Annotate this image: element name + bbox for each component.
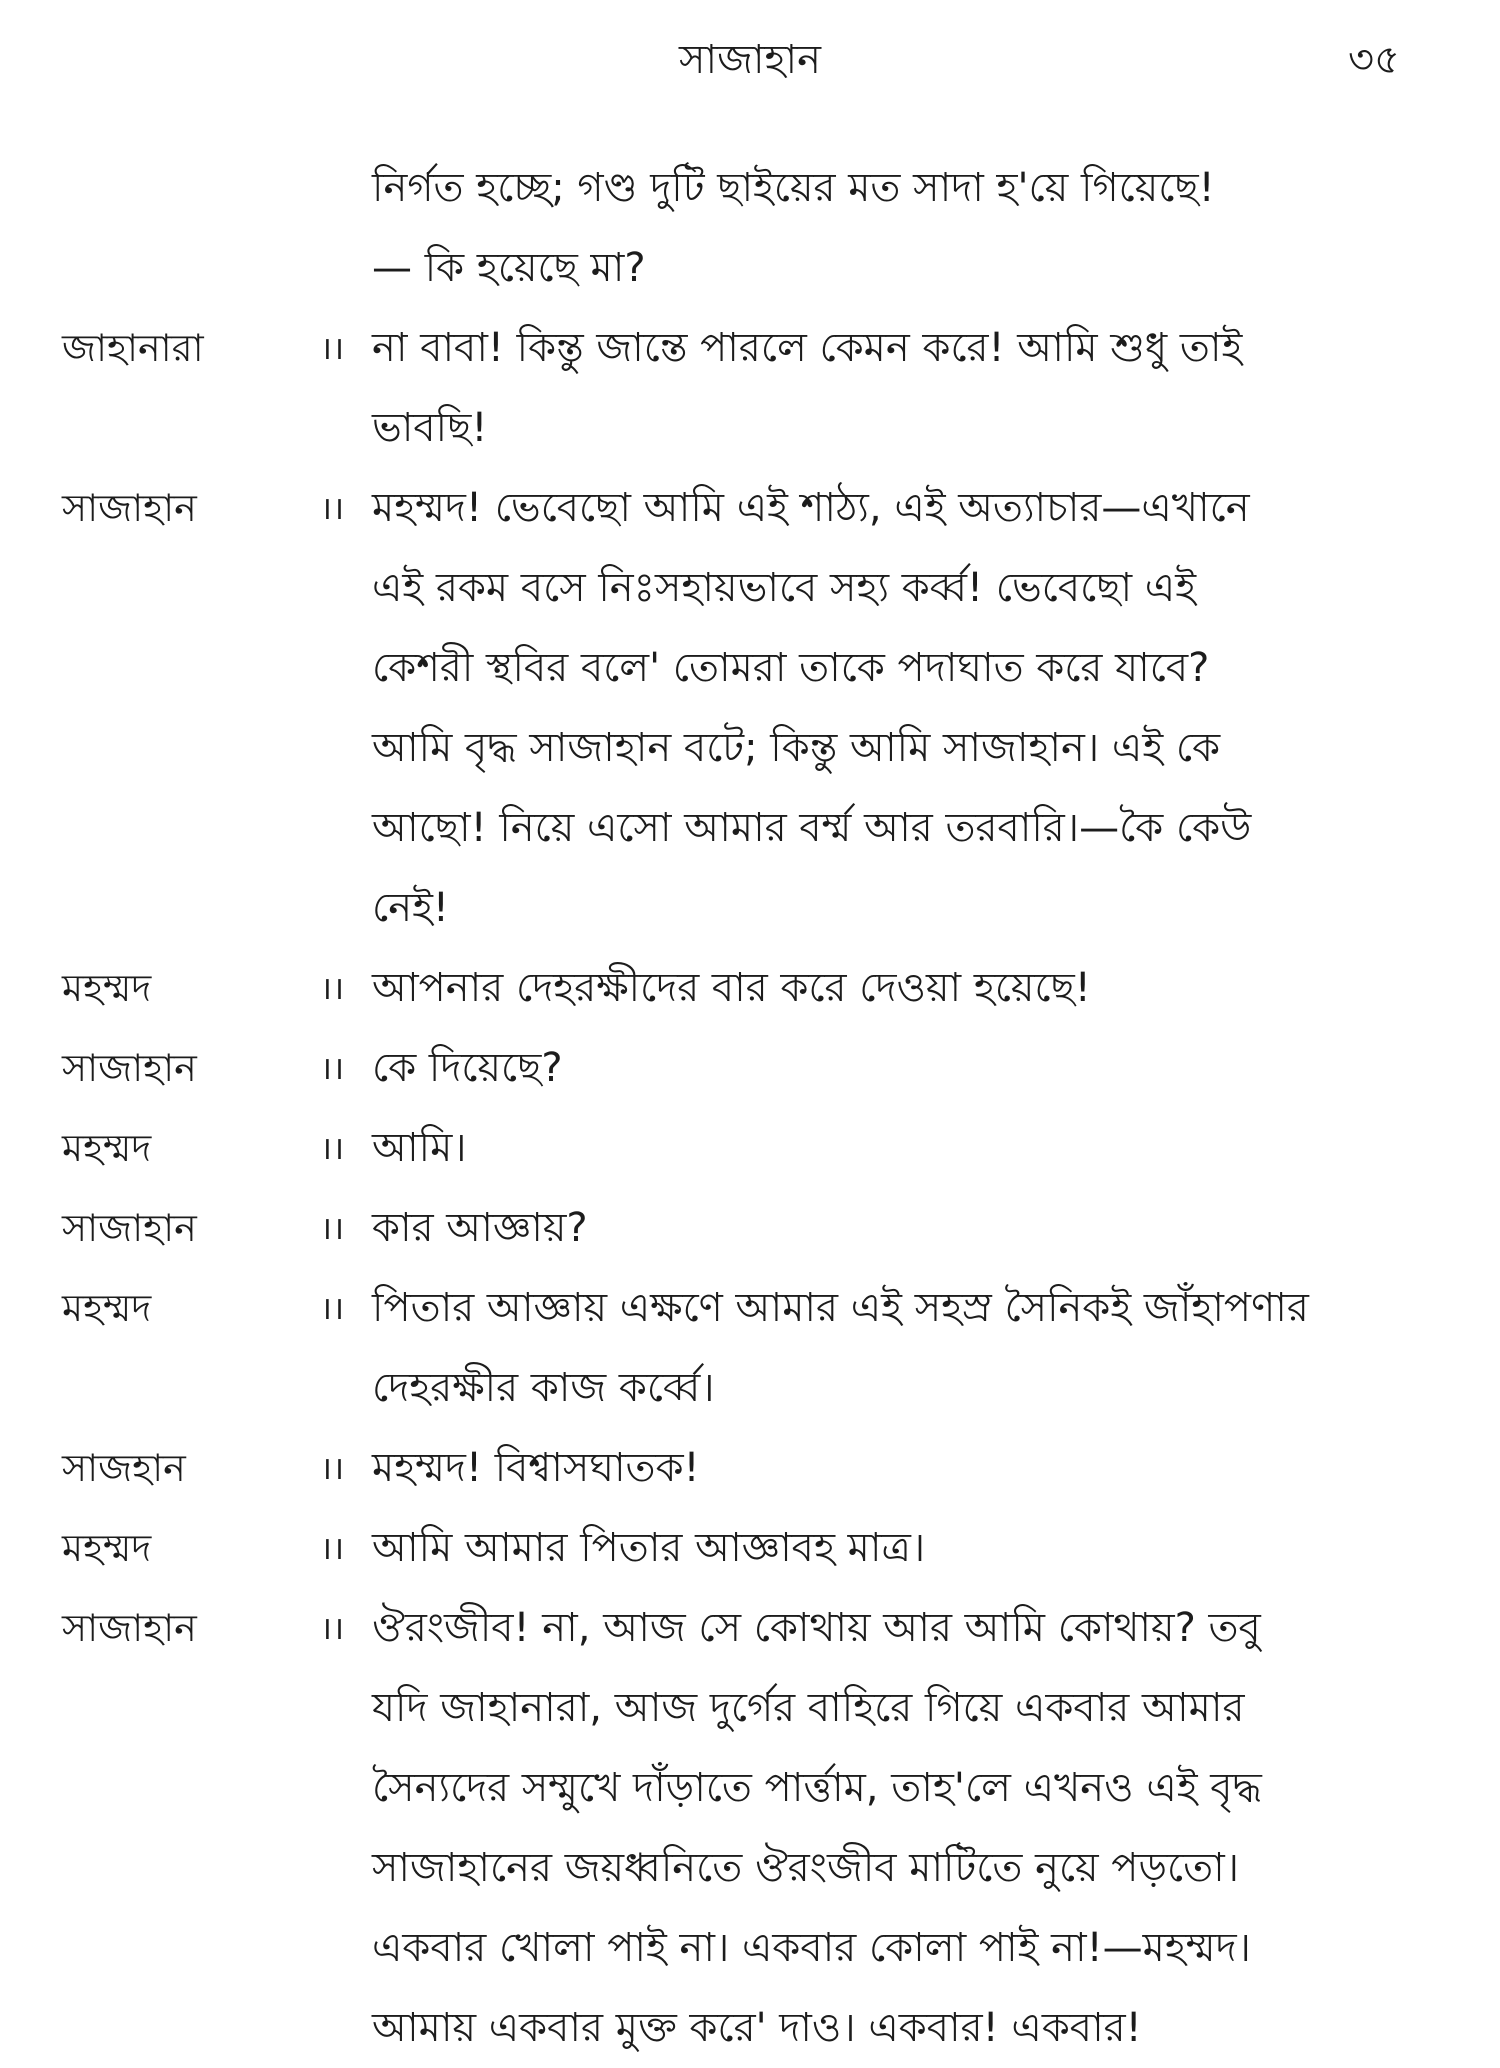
speaker-name: সাজাহান [62, 1606, 197, 1650]
speaker-separator: ।। [319, 1529, 345, 1567]
speech-text [372, 1508, 1432, 1588]
speaker-name: সাজহান [62, 1446, 186, 1490]
speech-text [372, 1588, 1432, 2068]
speech-line: আপনার দেহরক্ষীদের বার করে দেওয়া হয়েছে! [372, 965, 1091, 1011]
dialogue-entry [0, 1588, 1500, 2068]
speaker-separator: ।। [319, 489, 345, 527]
speaker-name: মহম্মদ [62, 1526, 152, 1570]
speech-line: নির্গত হচ্ছে; গণ্ড দুটি ছাইয়ের মত সাদা হ'য়ে গিয়েছে! [372, 165, 1215, 211]
dialogue-body [0, 148, 1500, 2068]
speaker-separator: ।। [319, 1609, 345, 1647]
speech-line: ভাবছি! [372, 405, 488, 451]
speech-line: আমায় একবার মুক্ত করে' দাও। একবার! একবার! [372, 2005, 1142, 2051]
speaker-name: জাহানারা [62, 326, 204, 370]
speaker-name: সাজাহান [62, 486, 197, 530]
page-number: ৩৫ [1348, 37, 1400, 83]
dialogue-entry [0, 308, 1500, 468]
speech-text [372, 468, 1432, 948]
speech-line: দেহরক্ষীর কাজ কর্ব্বে। [372, 1365, 715, 1411]
speech-line: মহম্মদ! বিশ্বাসঘাতক! [372, 1445, 700, 1491]
speech-line: কে দিয়েছে? [372, 1045, 563, 1091]
speaker-separator: ।। [319, 1449, 345, 1487]
speech-line: নেই! [372, 885, 449, 931]
speaker-name: মহম্মদ [62, 1286, 152, 1330]
dialogue-entry [0, 1268, 1500, 1428]
speaker-name: সাজাহান [62, 1046, 197, 1090]
speaker-name: মহম্মদ [62, 1126, 152, 1170]
speech-text [372, 948, 1432, 1028]
speech-text [372, 1268, 1432, 1428]
speech-line: সৈন্যদের সম্মুখে দাঁড়াতে পার্ত্তাম, তাহ'লে এখনও এই বৃদ্ধ [372, 1765, 1262, 1811]
page-header [0, 28, 1500, 98]
dialogue-entry [0, 1428, 1500, 1508]
speaker-name: মহম্মদ [62, 966, 152, 1010]
dialogue-entry [0, 1188, 1500, 1268]
dialogue-entry [0, 468, 1500, 948]
speaker-separator: ।। [319, 1209, 345, 1247]
speech-text [372, 1028, 1432, 1108]
dialogue-entry [0, 1028, 1500, 1108]
dialogue-entry [0, 948, 1500, 1028]
speech-line: যদি জাহানারা, আজ দুর্গের বাহিরে গিয়ে একবার আমার [372, 1685, 1245, 1731]
speaker-separator: ।। [319, 1129, 345, 1167]
speech-line: একবার খোলা পাই না। একবার কোলা পাই না!—মহম্মদ। [372, 1925, 1251, 1971]
speech-line: কেশরী স্থবির বলে' তোমরা তাকে পদাঘাত করে যাবে? [372, 645, 1210, 691]
speaker-separator: ।। [319, 329, 345, 367]
speech-line: কার আজ্ঞায়? [372, 1205, 588, 1251]
speech-text [372, 1188, 1432, 1268]
speaker-separator: ।। [319, 1289, 345, 1327]
speech-line: — কি হয়েছে মা? [372, 245, 646, 291]
speech-text [372, 308, 1432, 468]
speech-line: আমি। [372, 1125, 467, 1171]
speech-line: আমি আমার পিতার আজ্ঞাবহ মাত্র। [372, 1525, 926, 1571]
speech-line: সাজাহানের জয়ধ্বনিতে ঔরংজীব মাটিতে নুয়ে পড়তো। [372, 1845, 1240, 1891]
speech-line: পিতার আজ্ঞায় এক্ষণে আমার এই সহস্র সৈনিকই জাঁহাপণার [372, 1285, 1309, 1331]
speech-text [372, 148, 1432, 308]
dialogue-entry [0, 148, 1500, 308]
speech-line: না বাবা! কিন্তু জান্তে পারলে কেমন করে! আমি শুধু তাই [372, 325, 1243, 371]
speech-line: ঔরংজীব! না, আজ সে কোথায় আর আমি কোথায়? তবু [372, 1605, 1261, 1651]
speech-line: এই রকম বসে নিঃসহায়ভাবে সহ্য কর্ব্ব! ভেবেছো এই [372, 565, 1196, 611]
dialogue-entry [0, 1508, 1500, 1588]
speaker-name: সাজাহান [62, 1206, 197, 1250]
speech-text [372, 1428, 1432, 1508]
speech-line: আছো! নিয়ে এসো আমার বর্ম্ম আর তরবারি।—কৈ কেউ [372, 805, 1252, 851]
speech-line: মহম্মদ! ভেবেছো আমি এই শাঠ্য, এই অত্যাচার—এখানে [372, 485, 1250, 531]
speech-text [372, 1108, 1432, 1188]
speaker-separator: ।। [319, 1049, 345, 1087]
speaker-separator: ।। [319, 969, 345, 1007]
dialogue-entry [0, 1108, 1500, 1188]
speech-line: আমি বৃদ্ধ সাজাহান বটে; কিন্তু আমি সাজাহান। এই কে [372, 725, 1221, 771]
running-title: সাজাহান [679, 37, 821, 83]
